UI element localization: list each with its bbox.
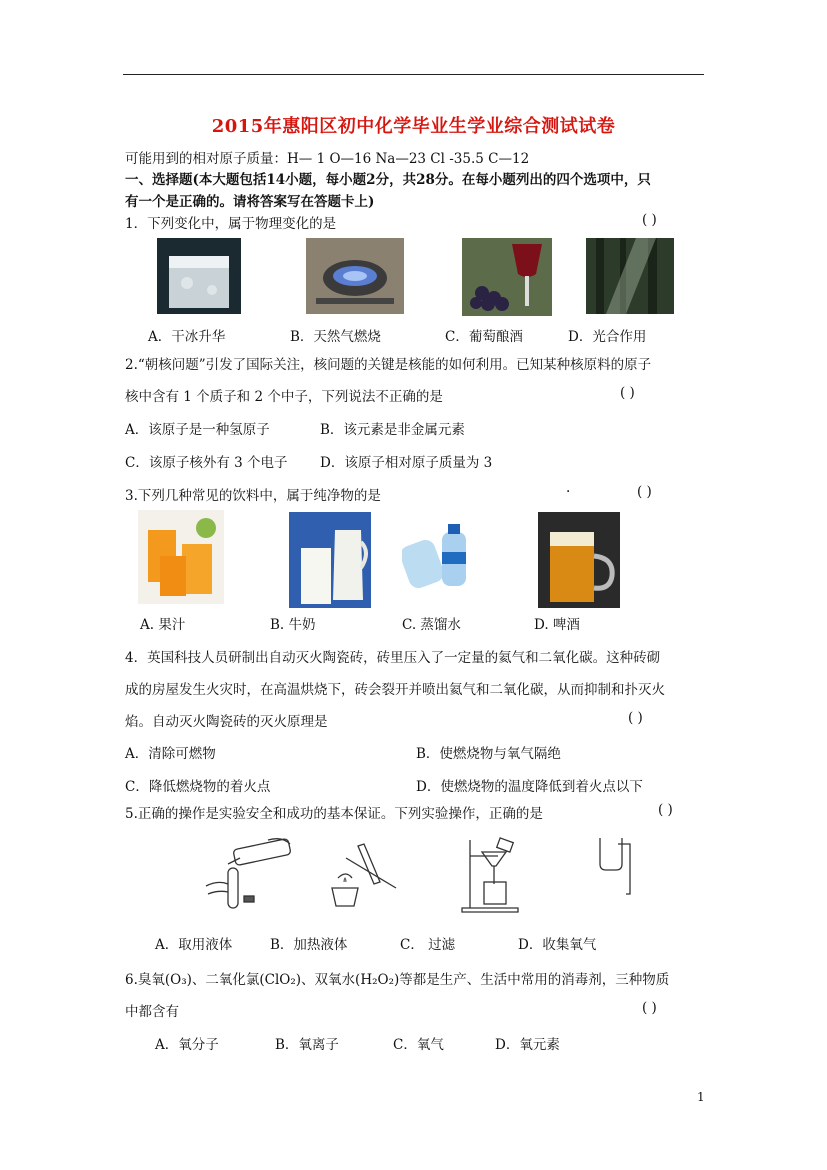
- q4-option-c: C．降低燃烧物的着火点: [125, 779, 271, 795]
- q2-option-d: D．该原子相对原子质量为 3: [320, 455, 493, 471]
- q2-stem-line2: 核中含有 1 个质子和 2 个中子，下列说法不正确的是: [125, 389, 443, 405]
- q6-stem-line1: 6.臭氧(O₃)、二氧化氯(ClO₂)、双氧水(H₂O₂)等都是生产、生活中常用的消毒剂，三种物质: [125, 972, 670, 988]
- q2-stem-line1: 2.“朝核问题”引发了国际关注，核问题的关键是核能的如何利用。已知某种核原料的原子: [125, 357, 652, 373]
- q5-option-a: A．取用液体: [155, 937, 233, 953]
- heating-liquid-diagram: [318, 838, 402, 912]
- filtration-diagram: [458, 836, 522, 914]
- q2-option-a: A．该原子是一种氢原子: [125, 422, 270, 438]
- milk-image: [289, 512, 371, 608]
- q1-stem: 1．下列变化中，属于物理变化的是: [125, 216, 337, 232]
- water-bottles-image: [402, 520, 476, 590]
- gas-stove-image: [306, 238, 404, 314]
- pouring-liquid-diagram: [198, 834, 296, 912]
- q4-option-a: A．清除可燃物: [125, 746, 216, 762]
- q5-option-d: D．收集氧气: [518, 937, 597, 953]
- dry-ice-image: [157, 238, 241, 314]
- gas-collection-diagram: [596, 834, 640, 914]
- q3-dot: .: [566, 480, 571, 496]
- q2-answer-paren: ( ): [620, 385, 635, 401]
- q4-stem-line2: 成的房屋发生火灾时，在高温烘烧下，砖会裂开并喷出氦气和二氧化碳，从而抑制和扑灭火: [125, 682, 665, 698]
- q3-option-d: D. 啤酒: [534, 617, 580, 633]
- q6-option-b: B．氧离子: [275, 1037, 339, 1053]
- q6-option-c: C．氧气: [393, 1037, 444, 1053]
- q4-option-d: D．使燃烧物的温度降低到着火点以下: [416, 779, 643, 795]
- q4-option-b: B．使燃烧物与氧气隔绝: [416, 746, 561, 762]
- q1-option-b: B．天然气燃烧: [290, 329, 381, 345]
- q3-option-c: C. 蒸馏水: [402, 617, 461, 633]
- q4-stem-line1: 4．英国科技人员研制出自动灭火陶瓷砖，砖里压入了一定量的氦气和二氧化碳。这种砖砌: [125, 650, 661, 666]
- q3-option-b: B. 牛奶: [270, 617, 316, 633]
- q5-answer-paren: ( ): [658, 802, 673, 818]
- grape-wine-image: [462, 238, 552, 316]
- q5-option-b: B．加热液体: [270, 937, 348, 953]
- q4-stem-line3: 焰。自动灭火陶瓷砖的灭火原理是: [125, 714, 328, 730]
- q2-option-c: C．该原子核外有 3 个电子: [125, 455, 288, 471]
- q5-option-c: C． 过滤: [400, 937, 456, 953]
- q3-answer-paren: ( ): [637, 484, 652, 500]
- beer-image: [538, 512, 620, 608]
- q1-option-c: C．葡萄酿酒: [445, 329, 523, 345]
- q6-answer-paren: ( ): [642, 1000, 657, 1016]
- forest-photosynthesis-image: [586, 238, 674, 314]
- q1-option-a: A．干冰升华: [148, 329, 226, 345]
- q3-option-a: A. 果汁: [140, 617, 186, 633]
- q2-option-b: B．该元素是非金属元素: [320, 422, 465, 438]
- q3-stem: 3.下列几种常见的饮料中，属于纯净物的是: [125, 488, 381, 504]
- page-number: 1: [697, 1090, 705, 1104]
- juice-image: [138, 510, 224, 604]
- atomic-masses: 可能用到的相对原子质量：H— 1 O—16 Na—23 Cl -35.5 C—12: [125, 151, 530, 167]
- q4-answer-paren: ( ): [628, 710, 643, 726]
- page-title: 2015年惠阳区初中化学毕业生学业综合测试试卷: [211, 116, 616, 137]
- q6-stem-line2: 中都含有: [125, 1004, 179, 1020]
- q1-option-d: D．光合作用: [568, 329, 647, 345]
- q1-answer-paren: ( ): [642, 212, 657, 228]
- section-heading-2: 有一个是正确的。请将答案写在答题卡上): [125, 194, 375, 210]
- q6-option-a: A．氧分子: [155, 1037, 219, 1053]
- header-rule: [123, 74, 704, 75]
- q5-stem: 5.正确的操作是实验安全和成功的基本保证。下列实验操作，正确的是: [125, 806, 543, 822]
- q6-option-d: D．氧元素: [495, 1037, 560, 1053]
- section-heading-1: 一、选择题(本大题包括14小题，每小题2分，共28分。在每小题列出的四个选项中，只: [125, 172, 651, 188]
